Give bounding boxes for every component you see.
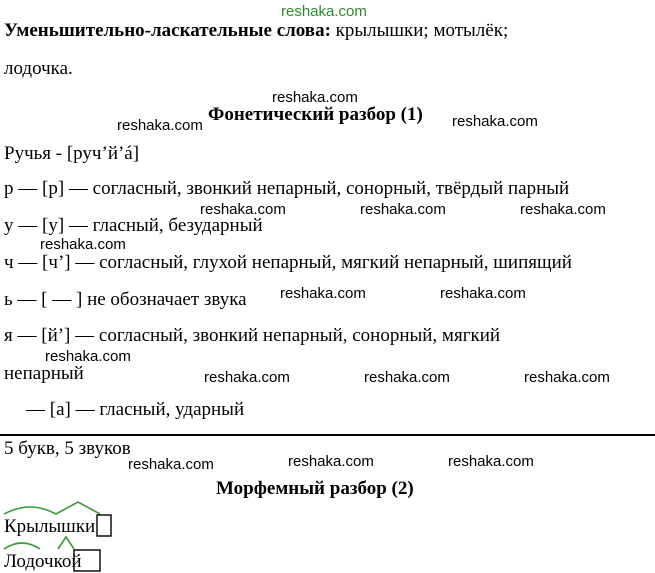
phonetic-line: я — [й’] — согласный, звонкий непарный, сонорный, мягкий: [4, 325, 501, 346]
phonetic-line: непарный: [4, 363, 84, 384]
watermark: reshaka.com: [524, 369, 610, 386]
intro-words: крылышки; мотылёк;: [330, 20, 509, 41]
section-divider: [0, 434, 655, 436]
watermark: reshaka.com: [360, 201, 446, 218]
watermark: reshaka.com: [272, 89, 358, 106]
phonetic-line: у — [у] — гласный, безударный: [4, 215, 263, 236]
phonetic-heading: Фонетический разбор (1): [208, 104, 423, 125]
phonetic-line: ч — [ч’] — согласный, глухой непарный, мягкий непарный, шипящий: [4, 252, 572, 273]
watermark: reshaka.com: [128, 456, 214, 473]
watermark: reshaka.com: [520, 201, 606, 218]
watermark: reshaka.com: [117, 117, 203, 134]
phonetic-line: ь — [ — ] не обозначает звука: [4, 289, 247, 310]
morpheme-word-text: Лодочкой: [4, 551, 82, 572]
watermark: reshaka.com: [364, 369, 450, 386]
morpheme-word-2: [0, 533, 130, 573]
intro-paragraph: [4, 20, 508, 42]
watermark: reshaka.com: [40, 236, 126, 253]
watermark: reshaka.com: [448, 453, 534, 470]
phonetic-word: Ручья - [руч’й’á]: [4, 143, 140, 164]
morphemic-heading: Морфемный разбор (2): [216, 478, 414, 499]
intro-label: Уменьшительно-ласкательные слова:: [4, 20, 331, 41]
watermark: reshaka.com: [281, 3, 367, 20]
watermark: reshaka.com: [45, 348, 131, 365]
intro-words-continued: лодочка.: [4, 58, 73, 79]
watermark: reshaka.com: [200, 201, 286, 218]
watermark: reshaka.com: [452, 113, 538, 130]
watermark: reshaka.com: [288, 453, 374, 470]
watermark: reshaka.com: [204, 369, 290, 386]
phonetic-line: — [а] — гласный, ударный: [26, 399, 245, 420]
phonetic-summary: 5 букв, 5 звуков: [4, 438, 131, 459]
morpheme-word-text: Крылышки: [4, 516, 96, 537]
watermark: reshaka.com: [280, 285, 366, 302]
phonetic-line: р — [р] — согласный, звонкий непарный, сонорный, твёрдый парный: [4, 178, 570, 199]
morpheme-word-1: [0, 498, 130, 538]
watermark: reshaka.com: [440, 285, 526, 302]
